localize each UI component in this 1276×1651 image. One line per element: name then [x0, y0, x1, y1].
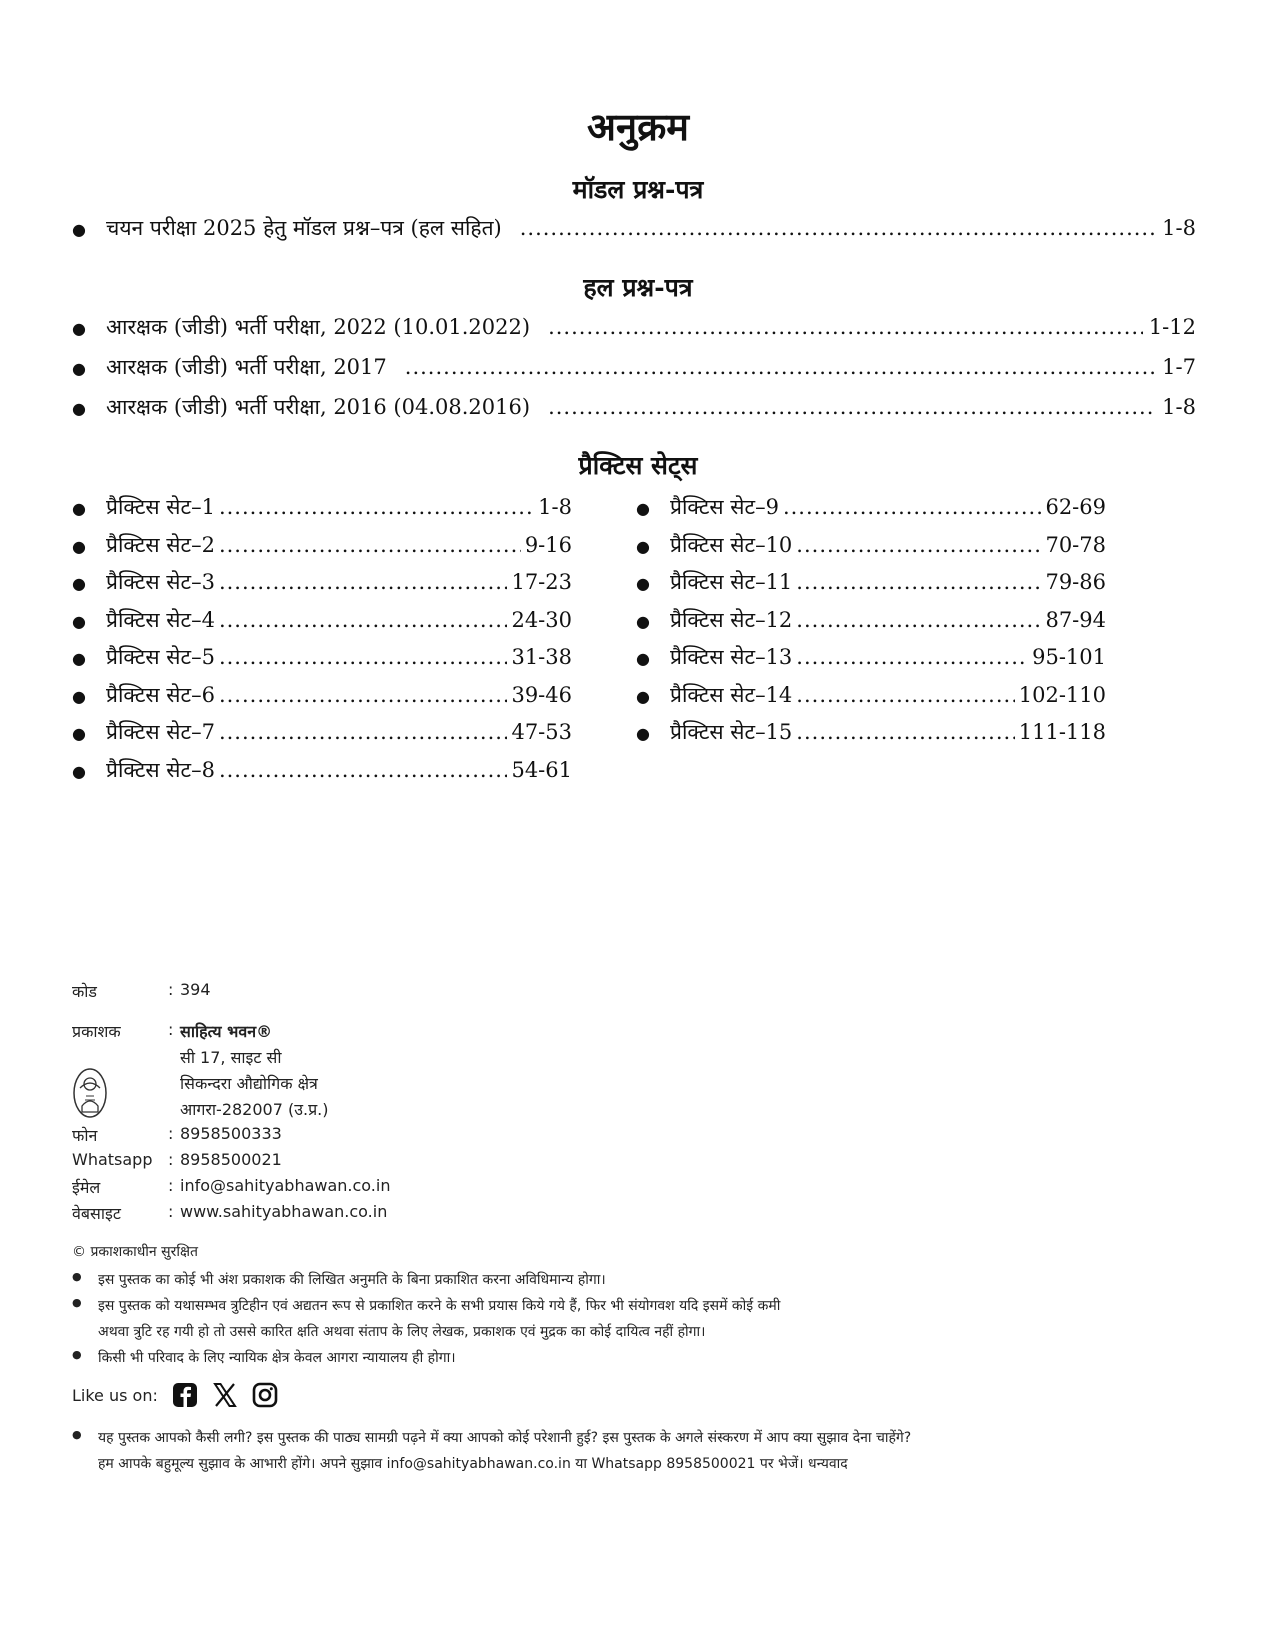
whatsapp-label: Whatsapp	[72, 1150, 153, 1169]
toc-entry-pages: 9-16	[524, 532, 572, 557]
bullet: ●	[636, 536, 650, 556]
code-label: कोड	[72, 982, 97, 1001]
toc-entry-pages: 47-53	[511, 720, 572, 744]
bullet: ●	[72, 319, 86, 338]
dot-leader	[796, 570, 1041, 594]
address-line-3: आगरा-282007 (उ.प्र.)	[180, 1100, 329, 1119]
toc-entry-title: प्रैक्टिस सेट–1	[106, 495, 215, 519]
toc-row[interactable]	[72, 756, 572, 794]
toc-row[interactable]	[72, 214, 1196, 244]
address-line-2: सिकन्दरा औद्योगिक क्षेत्र	[180, 1074, 318, 1093]
bullet: ●	[72, 686, 86, 706]
legal-text: किसी भी परिवाद के लिए न्यायिक क्षेत्र केवल आगरा न्यायालय ही होगा।	[98, 1350, 456, 1366]
practice-column-right	[636, 493, 1106, 756]
bullet: ●	[72, 574, 86, 593]
dot-leader	[796, 608, 1041, 632]
bullet: ●	[636, 611, 650, 631]
facebook-icon[interactable]	[172, 1382, 198, 1408]
toc-entry-title: प्रैक्टिस सेट–6	[106, 682, 215, 707]
toc-entry-pages: 70-78	[1045, 532, 1106, 557]
dot-leader	[796, 683, 1014, 707]
toc-entry-title: प्रैक्टिस सेट–8	[106, 757, 215, 782]
bullet: ●	[72, 1348, 82, 1361]
dot-leader	[219, 720, 508, 744]
toc-entry-pages: 79-86	[1045, 570, 1106, 594]
toc-row[interactable]	[72, 643, 572, 681]
toc-entry-pages: 1-7	[1162, 355, 1196, 379]
feedback-text: हम आपके बहुमूल्य सुझाव के आभारी होंगे। अपने सुझाव info@sahityabhawan.co.in या Whatsapp 8958500021 पर भेजें। धन्यवाद	[98, 1456, 848, 1472]
bullet: ●	[72, 761, 86, 781]
toc-entry-pages: 1-8	[538, 495, 572, 519]
toc-entry-title: प्रैक्टिस सेट–13	[670, 645, 793, 669]
dot-leader	[796, 533, 1041, 557]
social-row	[72, 1378, 278, 1412]
publisher-name: साहित्य भवन®	[180, 1022, 273, 1041]
copyright-note	[72, 1242, 198, 1261]
toc-entry-pages: 62-69	[1045, 495, 1106, 519]
colon: :	[168, 1202, 174, 1221]
bullet: ●	[636, 724, 650, 743]
legal-text: इस पुस्तक को यथासम्भव त्रुटिहीन एवं अद्यतन रूप से प्रकाशित करने के सभी प्रयास किये गये हैं, फिर भी संयोगवश यदि इसमें कोई कमी	[98, 1298, 781, 1314]
bullet: ●	[72, 1428, 82, 1441]
toc-entry-title: प्रैक्टिस सेट–5	[106, 645, 215, 669]
toc-row[interactable]	[636, 493, 1106, 531]
bullet: ●	[72, 536, 86, 556]
toc-row[interactable]	[636, 681, 1106, 719]
toc-entry-pages: 1-12	[1148, 315, 1196, 339]
bullet: ●	[72, 499, 86, 518]
toc-row[interactable]	[72, 531, 572, 569]
toc-entry-title: प्रैक्टिस सेट–12	[670, 607, 793, 632]
toc-entry-title: प्रैक्टिस सेट–3	[106, 570, 215, 594]
toc-entry-title: प्रैक्टिस सेट–10	[670, 532, 793, 557]
feedback-text: यह पुस्तक आपको कैसी लगी? इस पुस्तक की पाठ्य सामग्री पढ़ने में क्या आपको कोई परेशानी हुई? इस पुस्तक के अगले संस्करण में आप क्या सुझाव देना चाहेंगे?	[98, 1430, 912, 1446]
dot-leader	[219, 495, 534, 519]
publisher-emblem-icon	[72, 1066, 108, 1120]
toc-entry-pages: 87-94	[1045, 607, 1106, 632]
toc-row[interactable]	[72, 681, 572, 719]
toc-entry-pages: 102-110	[1018, 682, 1106, 707]
bullet: ●	[72, 399, 86, 418]
toc-row[interactable]	[72, 568, 572, 606]
dot-leader	[219, 683, 508, 707]
toc-row[interactable]	[636, 568, 1106, 606]
phone-value: 8958500333	[180, 1124, 282, 1143]
email-link[interactable]: info@sahityabhawan.co.in	[180, 1176, 391, 1195]
bullet: ●	[72, 611, 86, 631]
website-label: वेबसाइट	[72, 1204, 121, 1223]
dot-leader	[796, 720, 1014, 744]
toc-row[interactable]	[636, 606, 1106, 644]
toc-entry-pages: 24-30	[511, 607, 572, 632]
bullet: ●	[636, 574, 650, 593]
dot-leader	[219, 758, 508, 782]
publisher-label: प्रकाशक	[72, 1022, 121, 1041]
dot-leader	[405, 355, 1156, 379]
bullet: ●	[72, 220, 86, 239]
colon: :	[168, 1150, 174, 1169]
toc-entry-title: प्रैक्टिस सेट–2	[106, 532, 215, 557]
website-link[interactable]: www.sahityabhawan.co.in	[180, 1202, 388, 1221]
address-line-1: सी 17, साइट सी	[180, 1048, 282, 1067]
dot-leader	[520, 216, 1156, 240]
toc-entry-title: चयन परीक्षा 2025 हेतु मॉडल प्रश्न–पत्र (हल सहित)	[106, 216, 502, 240]
toc-entry-pages: 17-23	[511, 570, 572, 594]
instagram-icon[interactable]	[252, 1382, 278, 1408]
section-heading-practice: प्रैक्टिस सेट्स	[578, 451, 698, 480]
bullet: ●	[72, 724, 86, 743]
toc-row[interactable]	[72, 718, 572, 756]
x-icon[interactable]	[212, 1382, 238, 1408]
toc-entry-pages: 95-101	[1032, 645, 1106, 669]
toc-entry-title: प्रैक्टिस सेट–9	[670, 495, 779, 519]
toc-row[interactable]	[72, 606, 572, 644]
toc-row[interactable]	[72, 493, 572, 531]
dot-leader	[219, 645, 508, 669]
toc-entry-pages: 54-61	[511, 757, 572, 782]
toc-row[interactable]	[72, 353, 1196, 383]
practice-column-left	[72, 493, 572, 793]
toc-row[interactable]	[636, 718, 1106, 756]
bullet: ●	[72, 359, 86, 378]
bullet: ●	[636, 499, 650, 518]
dot-leader	[219, 570, 508, 594]
toc-entry-title: प्रैक्टिस सेट–7	[106, 720, 215, 744]
email-label: ईमेल	[72, 1178, 101, 1197]
toc-row[interactable]	[636, 531, 1106, 569]
dot-leader	[548, 395, 1156, 419]
toc-entry-title: प्रैक्टिस सेट–4	[106, 607, 215, 632]
toc-entry-title: प्रैक्टिस सेट–11	[670, 570, 793, 594]
colon: :	[168, 1124, 174, 1143]
social-label: Like us on:	[72, 1385, 158, 1405]
bullet: ●	[72, 1296, 82, 1309]
toc-entry-pages: 111-118	[1018, 720, 1106, 744]
toc-entry-title: आरक्षक (जीडी) भर्ती परीक्षा, 2022 (10.01.2022)	[106, 315, 531, 339]
toc-entry-title: प्रैक्टिस सेट–14	[670, 682, 793, 707]
toc-entry-pages: 31-38	[511, 645, 572, 669]
copyright-text: © प्रकाशकाधीन सुरक्षित	[72, 1244, 198, 1260]
toc-row[interactable]	[72, 393, 1196, 423]
toc-entry-pages: 1-8	[1162, 216, 1196, 240]
toc-row[interactable]	[636, 643, 1106, 681]
page-title: अनुक्रम	[586, 104, 690, 149]
toc-entry-title: आरक्षक (जीडी) भर्ती परीक्षा, 2016 (04.08.2016)	[106, 395, 531, 419]
code-value: 394	[180, 980, 211, 999]
toc-entry-title: प्रैक्टिस सेट–15	[670, 720, 793, 744]
toc-entry-pages: 1-8	[1162, 395, 1196, 419]
colon: :	[168, 980, 174, 999]
dot-leader	[783, 495, 1042, 519]
dot-leader	[796, 645, 1028, 669]
bullet: ●	[636, 649, 650, 668]
whatsapp-value: 8958500021	[180, 1150, 282, 1169]
legal-text: इस पुस्तक का कोई भी अंश प्रकाशक की लिखित अनुमति के बिना प्रकाशित करना अविधिमान्य होगा।	[98, 1272, 606, 1288]
phone-label: फोन	[72, 1126, 98, 1145]
colon: :	[168, 1020, 174, 1039]
toc-entry-pages: 39-46	[511, 682, 572, 707]
bullet: ●	[636, 686, 650, 706]
toc-row[interactable]	[72, 313, 1196, 343]
legal-text: अथवा त्रुटि रह गयी हो तो उससे कारित क्षति अथवा संताप के लिए लेखक, प्रकाशक एवं मुद्रक का कोई दायित्व नहीं होगा।	[98, 1324, 706, 1340]
dot-leader	[548, 315, 1143, 339]
section-heading-solved: हल प्रश्न-पत्र	[583, 273, 693, 302]
dot-leader	[219, 608, 508, 632]
dot-leader	[219, 533, 521, 557]
bullet: ●	[72, 1270, 82, 1283]
toc-entry-title: आरक्षक (जीडी) भर्ती परीक्षा, 2017	[106, 355, 387, 379]
section-heading-model: मॉडल प्रश्न-पत्र	[572, 175, 704, 204]
bullet: ●	[72, 649, 86, 668]
colon: :	[168, 1176, 174, 1195]
